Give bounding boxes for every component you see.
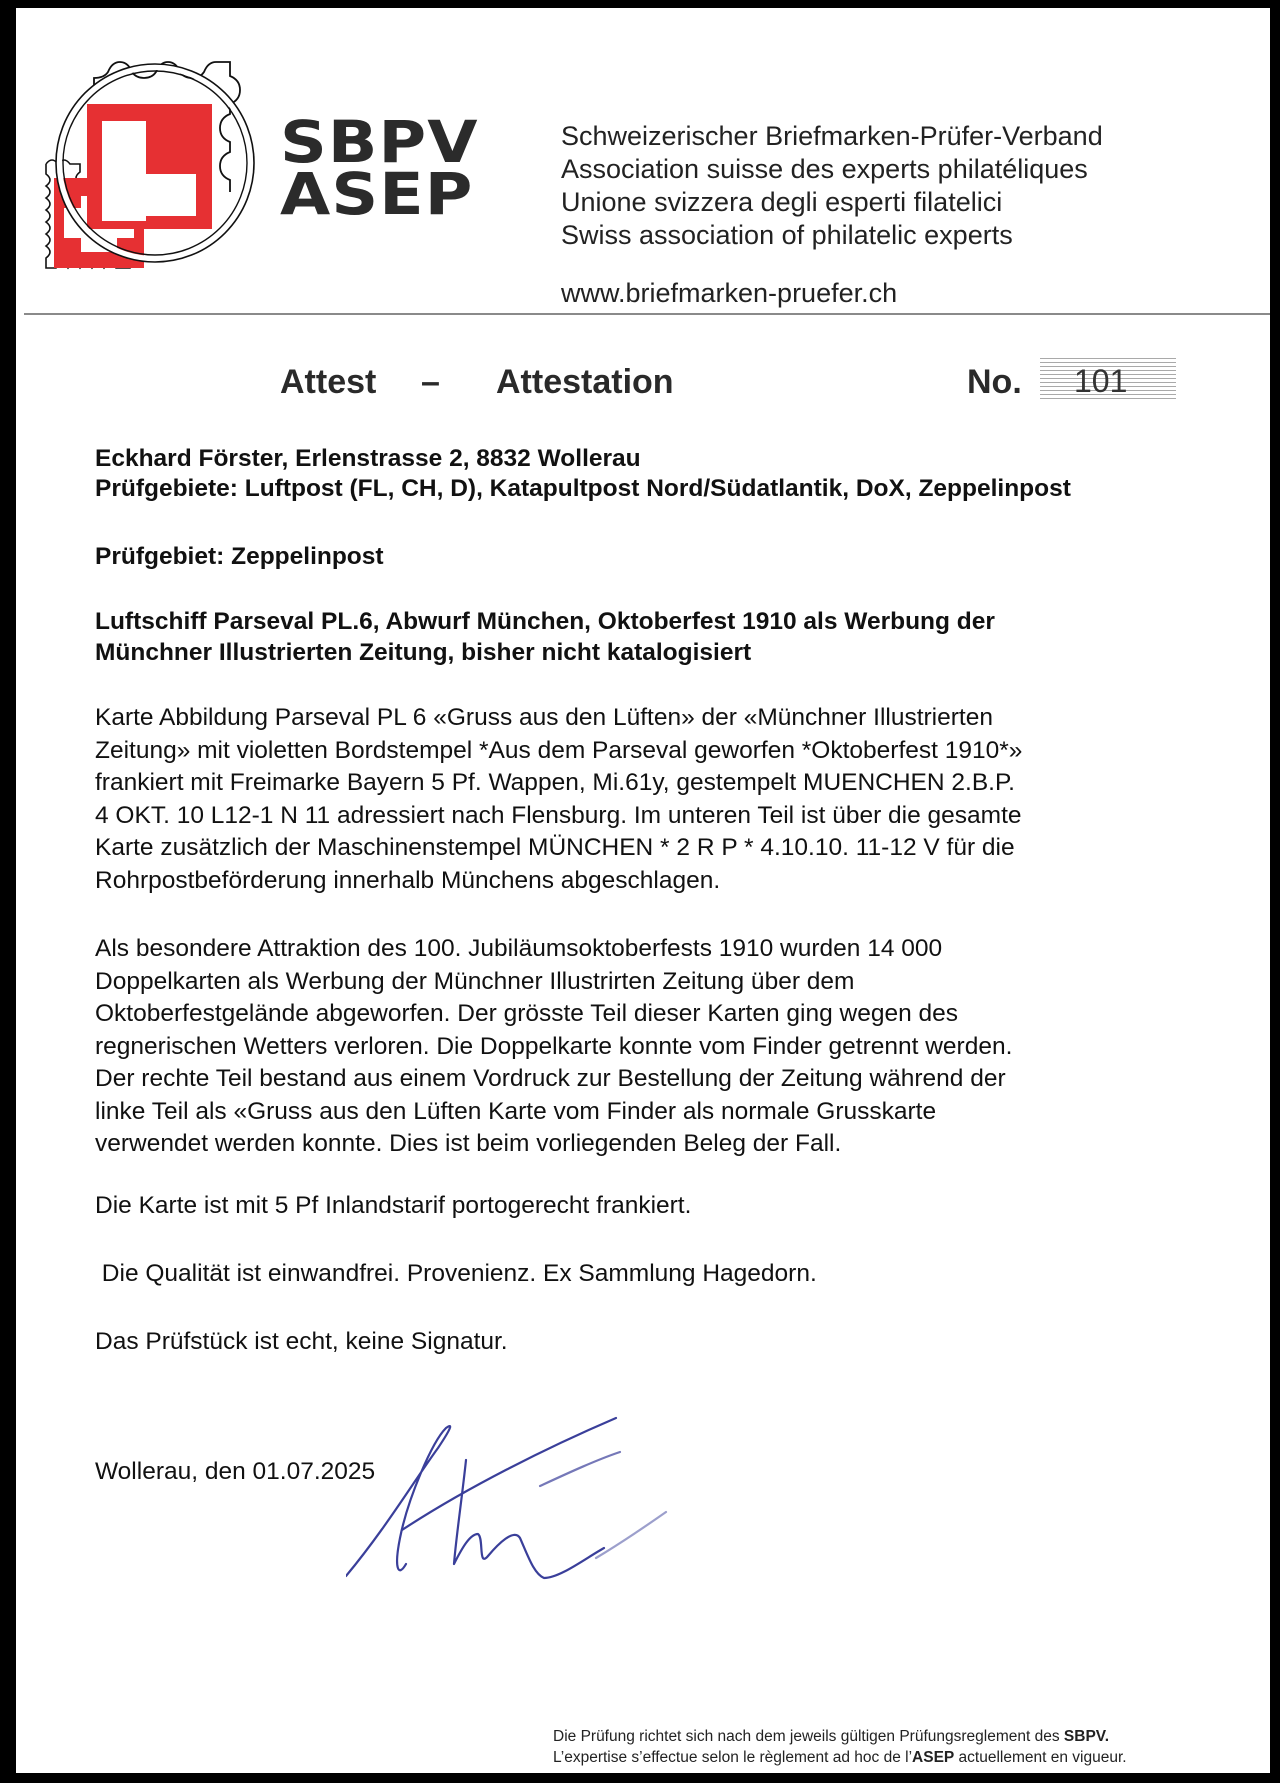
website-link[interactable]: www.briefmarken-pruefer.ch (561, 278, 898, 308)
history-line: Oktoberfestgelände abgeworfen. Der grösste Teil dieser Karten ging wegen des (95, 1000, 959, 1027)
organization-names (561, 120, 1103, 252)
number-label: No. (967, 363, 1022, 401)
header-divider (24, 313, 1270, 315)
subject-line: Luftschiff Parseval PL.6, Abwurf München, Oktoberfest 1910 als Werbung der (95, 608, 995, 635)
certificate-number: 101 (1074, 363, 1128, 399)
org-name-fr: Association suisse des experts philatéliques (561, 154, 1088, 184)
title-row (16, 363, 1270, 407)
description-block (95, 702, 1230, 897)
verdict-statement: Das Prüfstück ist echt, keine Signatur. (95, 1328, 508, 1355)
footer-line-fr (553, 1747, 1127, 1768)
place-date: Wollerau, den 01.07.2025 (95, 1458, 376, 1485)
history-line: Der rechte Teil bestand aus einem Vordruck zur Bestellung der Zeitung während der (95, 1065, 1006, 1092)
brand-line-asep: ASEP (280, 160, 474, 228)
brand-line-sbpv: SBPV (280, 108, 479, 176)
description-line: Rohrpostbeförderung innerhalb Münchens abgeschlagen. (95, 866, 721, 894)
description-line: frankiert mit Freimarke Bayern 5 Pf. Wappen, Mi.61y, gestempelt MUENCHEN 2.B.P. (95, 769, 1015, 796)
expert-block (95, 444, 1230, 504)
description-line: 4 OKT. 10 L12-1 N 11 adressiert nach Flensburg. Im unteren Teil ist über die gesamte (95, 801, 1022, 829)
footer-line-fr-text: L’expertise s’effectue selon le règlement ad hoc de l’ (553, 1749, 913, 1766)
footer-line-de (553, 1726, 1127, 1747)
examination-field: Prüfgebiet: Zeppelinpost (95, 543, 384, 570)
footer-regulation-note (553, 1726, 1127, 1768)
description-line: Karte zusätzlich der Maschinenstempel MÜNCHEN * 2 R P * 4.10.10. 11-12 V für die (95, 834, 1015, 861)
subject-line: Münchner Illustrierten Zeitung, bisher nicht katalogisiert (95, 639, 752, 666)
history-line: linke Teil als «Gruss aus den Lüften Karte vom Finder als normale Grusskarte (95, 1097, 937, 1125)
quality-statement: Die Qualität ist einwandfrei. Provenienz. Ex Sammlung Hagedorn. (95, 1260, 817, 1287)
postage-statement: Die Karte ist mit 5 Pf Inlandstarif portogerecht frankiert. (95, 1192, 692, 1219)
history-line: Als besondere Attraktion des 100. Jubiläumsoktoberfests 1910 wurden 14 000 (95, 935, 943, 962)
sbpv-stamp-logo-icon (24, 36, 274, 296)
history-line: regnerischen Wetters verloren. Die Doppelkarte konnte vom Finder getrennt werden. (95, 1032, 1013, 1060)
subject-block (95, 606, 1230, 668)
title-attest: Attest (280, 363, 377, 401)
expert-fields: Prüfgebiete: Luftpost (FL, CH, D), Katapultpost Nord/Südatlantik, DoX, Zeppelinpost (95, 475, 1071, 502)
history-line: verwendet werden konnte. Dies ist beim vorliegenden Beleg der Fall. (95, 1130, 842, 1157)
expert-name-address: Eckhard Förster, Erlenstrasse 2, 8832 Wollerau (95, 445, 641, 472)
title-dash: – (421, 363, 440, 401)
footer-line-fr-end: actuellement en vigueur. (954, 1749, 1127, 1766)
org-name-de: Schweizerischer Briefmarken-Prüfer-Verband (561, 121, 1103, 151)
description-line: Zeitung» mit violetten Bordstempel *Aus dem Parseval geworfen *Oktoberfest 1910*» (95, 736, 1023, 764)
footer-asep: ASEP (912, 1749, 955, 1766)
history-block (95, 933, 1230, 1161)
certificate-page (16, 8, 1270, 1773)
org-name-en: Swiss association of philatelic experts (561, 220, 1013, 250)
title-attestation: Attestation (496, 363, 674, 401)
brand-wordmark (280, 108, 479, 228)
signature-icon (346, 1408, 726, 1608)
footer-line-de-text: Die Prüfung richtet sich nach dem jeweils gültigen Prüfungsreglement des (553, 1728, 1064, 1745)
footer-sbpv: SBPV. (1063, 1728, 1110, 1745)
description-line: Karte Abbildung Parseval PL 6 «Gruss aus den Lüften» der «Münchner Illustrierten (95, 704, 993, 731)
history-line: Doppelkarten als Werbung der Münchner Illustrirten Zeitung über dem (95, 967, 855, 995)
org-name-it: Unione svizzera degli esperti filatelici (561, 187, 1003, 217)
